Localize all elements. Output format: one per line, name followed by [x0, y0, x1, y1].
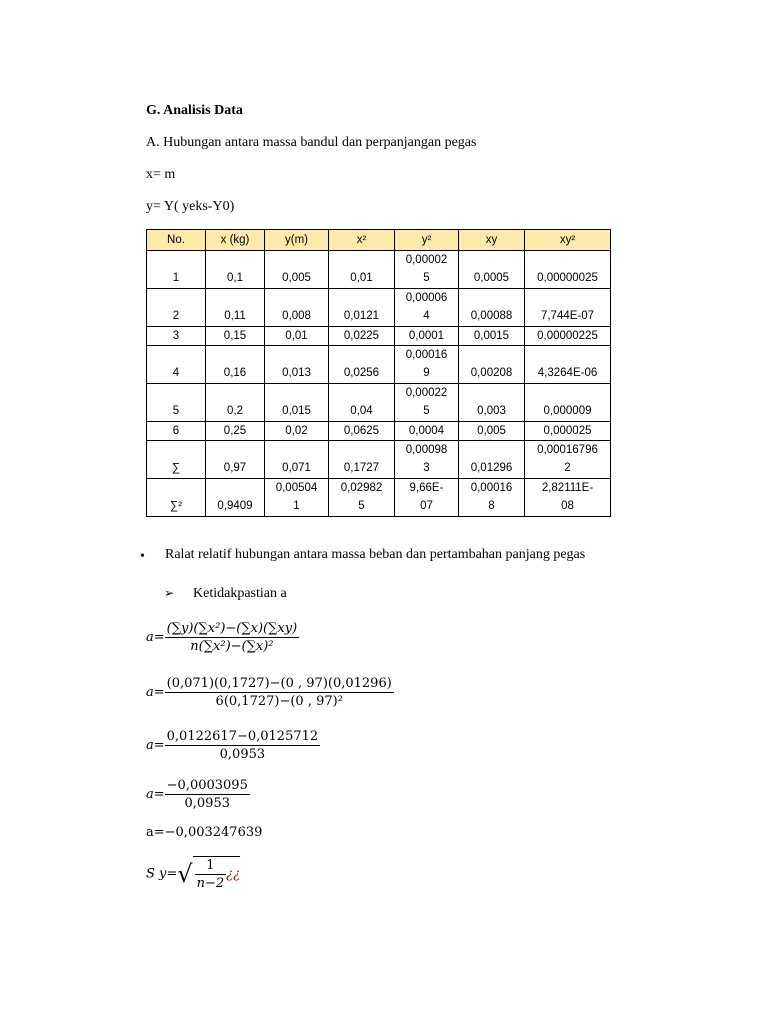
table-cell: 0,2: [206, 384, 265, 422]
table-cell: 0,00006 4: [395, 289, 459, 327]
table-cell: 0,00208: [459, 346, 525, 384]
formula-numerator: 1: [195, 857, 227, 875]
table-cell: 6: [147, 422, 206, 441]
formula-denominator: 6(0,1727)−(0 , 97)²: [215, 694, 343, 709]
table-cell: ∑²: [147, 479, 206, 517]
table-cell: 0,015: [265, 384, 329, 422]
table-cell: 0,000025: [525, 422, 611, 441]
table-cell: 0,00002 5: [395, 251, 459, 289]
table-cell: 0,9409: [206, 479, 265, 517]
table-cell: 0,00504 1: [265, 479, 329, 517]
table-cell: 0,013: [265, 346, 329, 384]
bullet-text: Ralat relatif hubungan antara massa beban dan pertambahan panjang pegas: [165, 547, 586, 562]
table-cell: 9,66E- 07: [395, 479, 459, 517]
table-cell: 0,01296: [459, 441, 525, 479]
table-cell: 0,0121: [329, 289, 395, 327]
formula-lhs: a=: [146, 630, 165, 645]
table-row: [147, 251, 611, 289]
table-cell: 0,1: [206, 251, 265, 289]
table-cell: 5: [147, 384, 206, 422]
formula-lhs: a=: [146, 685, 165, 700]
formula-a-result: a=−0,003247639: [146, 825, 263, 840]
table-row: [147, 289, 611, 327]
table-cell: 0,071: [265, 441, 329, 479]
data-table: [146, 229, 611, 517]
table-cell: 0,02: [265, 422, 329, 441]
table-cell: 0,0001: [395, 327, 459, 346]
table-cell: 0,0005: [459, 251, 525, 289]
table-cell: 0,00016 8: [459, 479, 525, 517]
table-cell: 0,00016796 2: [525, 441, 611, 479]
table-cell: 0,02982 5: [329, 479, 395, 517]
table-cell: 0,0256: [329, 346, 395, 384]
table-cell: 0,00000225: [525, 327, 611, 346]
bullet-icon: •: [140, 549, 145, 564]
table-cell: 0,008: [265, 289, 329, 327]
table-cell: 1: [147, 251, 206, 289]
table-cell: 2,82111E- 08: [525, 479, 611, 517]
table-cell: 0,11: [206, 289, 265, 327]
formula-tail: ¿¿: [226, 867, 241, 882]
table-cell: 0,0625: [329, 422, 395, 441]
table-cell: 0,003: [459, 384, 525, 422]
table-cell: 0,0015: [459, 327, 525, 346]
table-row: [147, 346, 611, 384]
formula-denominator: n(∑x²)−(∑x)²: [190, 639, 274, 654]
section-heading: G. Analisis Data: [146, 103, 243, 118]
table-row: [147, 384, 611, 422]
table-header-cell: x²: [329, 230, 395, 251]
table-cell: 3: [147, 327, 206, 346]
table-cell: 7,744E-07: [525, 289, 611, 327]
table-cell: 0,1727: [329, 441, 395, 479]
definition-x: x= m: [146, 167, 176, 182]
formula-numerator: (∑y)(∑x²)−(∑x)(∑xy): [166, 621, 298, 636]
arrow-bullet-icon: ➢: [164, 586, 175, 600]
formula-numerator: 0,0122617−0,0125712: [166, 729, 319, 744]
definition-y: y= Y( yeks-Y0): [146, 199, 235, 214]
table-row: [147, 327, 611, 346]
table-header-cell: xy²: [525, 230, 611, 251]
formula-lhs: a=: [146, 738, 165, 753]
table-cell: 4: [147, 346, 206, 384]
table-cell: 0,0004: [395, 422, 459, 441]
table-cell: 0,005: [459, 422, 525, 441]
formula-a-step3: [146, 728, 320, 763]
table-cell: 0,97: [206, 441, 265, 479]
table-cell: 0,04: [329, 384, 395, 422]
formula-a-substituted: [146, 675, 394, 710]
table-cell: 0,00016 9: [395, 346, 459, 384]
formula-denominator: 0,0953: [219, 747, 266, 762]
table-cell: 0,25: [206, 422, 265, 441]
sqrt-icon: √: [177, 860, 193, 888]
table-cell: 2: [147, 289, 206, 327]
table-header-cell: No.: [147, 230, 206, 251]
table-cell: 0,01: [329, 251, 395, 289]
formula-sy: [146, 856, 240, 892]
formula-lhs: S y=: [146, 866, 178, 882]
table-cell: ∑: [147, 441, 206, 479]
formula-a-general: [146, 620, 299, 655]
table-cell: 0,00088: [459, 289, 525, 327]
table-cell: 0,005: [265, 251, 329, 289]
formula-numerator: −0,0003095: [166, 778, 248, 793]
table-header-cell: y(m): [265, 230, 329, 251]
table-cell: 0,000009: [525, 384, 611, 422]
table-cell: 4,3264E-06: [525, 346, 611, 384]
table-cell: 0,00022 5: [395, 384, 459, 422]
table-row: [147, 422, 611, 441]
table-header-cell: x (kg): [206, 230, 265, 251]
formula-denominator: n−2: [196, 876, 225, 891]
sub-bullet-text: Ketidakpastian a: [193, 586, 287, 601]
table-cell: 0,00000025: [525, 251, 611, 289]
table-row: [147, 479, 611, 517]
table-cell: 0,0225: [329, 327, 395, 346]
subsection-title: A. Hubungan antara massa bandul dan perpanjangan pegas: [146, 135, 477, 150]
table-header-cell: y²: [395, 230, 459, 251]
formula-denominator: 0,0953: [184, 796, 230, 811]
table-header-row: [147, 230, 611, 251]
table-row: [147, 441, 611, 479]
formula-lhs: a=: [146, 787, 165, 802]
table-cell: 0,15: [206, 327, 265, 346]
formula-a-step4: [146, 777, 250, 812]
formula-numerator: (0,071)(0,1727)−(0 , 97)(0,01296): [166, 676, 392, 691]
table-header-cell: xy: [459, 230, 525, 251]
table-cell: 0,16: [206, 346, 265, 384]
table-cell: 0,01: [265, 327, 329, 346]
table-cell: 0,00098 3: [395, 441, 459, 479]
